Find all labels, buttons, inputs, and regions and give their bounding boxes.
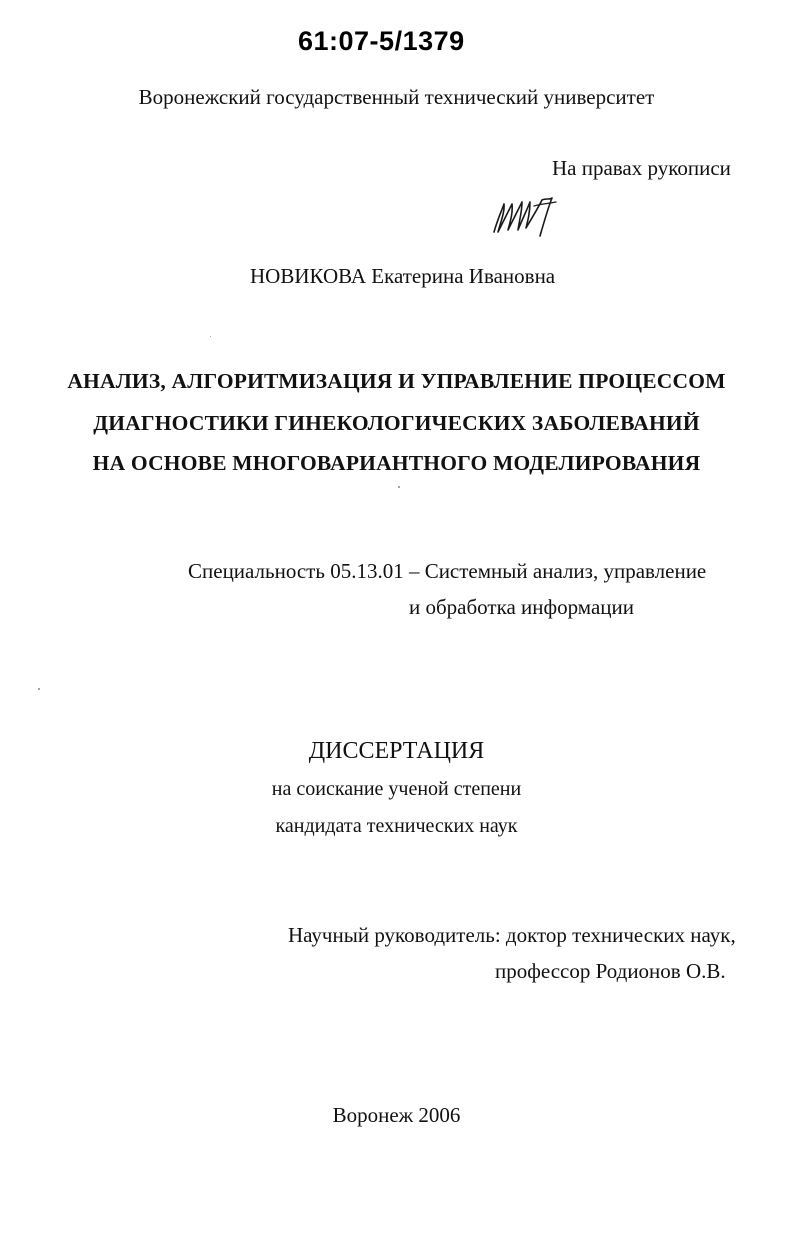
scan-speck	[398, 486, 400, 488]
catalog-number: 61:07-5/1379	[298, 26, 465, 56]
university-name: Воронежский государственный технический университет	[138, 85, 655, 109]
dissertation-heading: ДИССЕРТАЦИЯ	[308, 738, 485, 764]
scan-speck	[210, 336, 211, 337]
thesis-title-line-3: НА ОСНОВЕ МНОГОВАРИАНТНОГО МОДЕЛИРОВАНИЯ	[92, 451, 701, 475]
manuscript-rights-note: На правах рукописи	[552, 156, 731, 180]
supervisor-line-2: профессор Родионов О.В.	[495, 959, 726, 983]
specialty-line-1: Специальность 05.13.01 – Системный анализ, управление	[188, 559, 707, 583]
city-year: Воронеж 2006	[332, 1103, 461, 1127]
degree-line-2: кандидата технических наук	[275, 815, 518, 837]
degree-line-1: на соискание ученой степени	[271, 778, 522, 800]
scan-speck	[38, 688, 40, 690]
thesis-title-line-1: АНАЛИЗ, АЛГОРИТМИЗАЦИЯ И УПРАВЛЕНИЕ ПРОЦЕССОМ	[67, 369, 726, 393]
author-name: НОВИКОВА Екатерина Ивановна	[250, 264, 556, 288]
supervisor-line-1: Научный руководитель: доктор технических наук,	[288, 923, 736, 947]
specialty-line-2: и обработка информации	[409, 595, 634, 619]
signature-icon	[486, 188, 566, 244]
thesis-title-line-2: ДИАГНОСТИКИ ГИНЕКОЛОГИЧЕСКИХ ЗАБОЛЕВАНИЙ	[93, 411, 700, 435]
